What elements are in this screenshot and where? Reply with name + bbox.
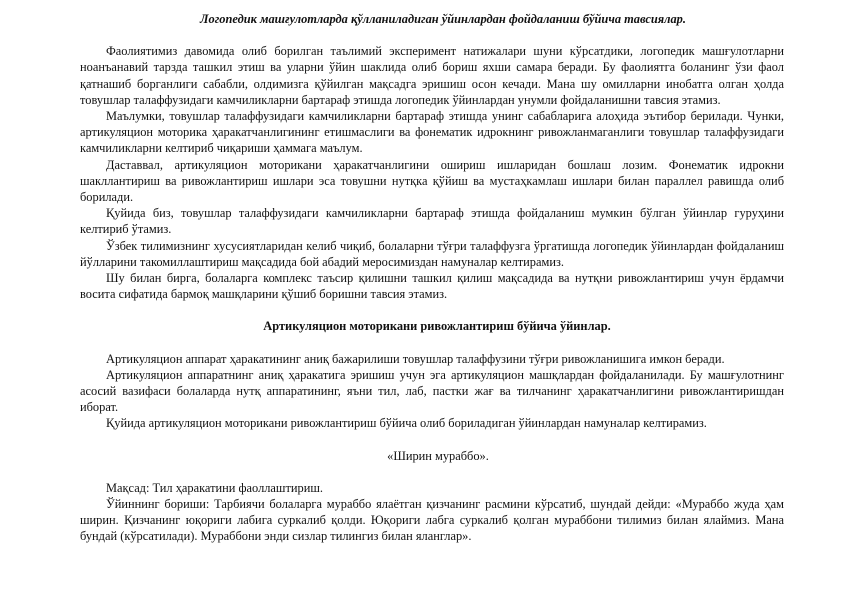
intro-paragraph-3: Даставвал, артикуляцион моторикани ҳаракатчанлигини ошириш ишларидан бошлаш лозим. Фонематик идрокни шакллантириш ва ривожлантириш ишлари эса товушни нутқка қўйиш ва мустаҳкамлаш ишлари билан параллел равишда олиб борилади. [80, 157, 784, 205]
section-heading: Артикуляцион моторикани ривожлантириш бўйича ўйинлар. [263, 319, 611, 334]
intro-paragraph-6: Шу билан бирга, болаларга комплекс таъсир қилишни ташкил қилиш мақсадида ва нутқни ривожлантириш учун ёрдамчи восита сифатида бармоқ машқларини қўшиб боришни тавсия этамиз. [80, 271, 784, 302]
intro-paragraph-5: Ўзбек тилимизнинг хусусиятларидан келиб чиқиб, болаларни тўғри талаффузга ўргатишда логопедик ўйинлардан фойдаланиш йўлларини такомиллаштириш мақсадида бой абадий меросимиздан намуналар келтирамиз. [80, 238, 784, 269]
game-goal-paragraph: Мақсад: Тил ҳаракатини фаоллаштириш. [106, 480, 323, 495]
intro-paragraph-1: Фаолиятимиз давомида олиб борилган таълимий эксперимент натижалари шуни кўрсатдики, логопедик машғулотларни ноанъанавий тарзда ташкил этиш ва уларни ўйин шаклида олиб бориш яхши самара беради. Бу фаолиятга боланинг ўзи фаол қатнашиб борганлиги сабабли, олдимизга қўйилган мақсадга эришиш осон кечади. Мана шу омилларни инобатга олган ҳолда товушлар талаффузидаги камчиликларни бартараф этишда логопедик ўйинлардан унумли фойдаланишни тавсия этамиз. [80, 44, 784, 107]
section-paragraph-1: Артикуляцион аппарат ҳаракатининг аниқ бажарилиши товушлар талаффузини тўғри ривожланишига имкон беради. [106, 351, 725, 366]
section-paragraph-3: Қуйида артикуляцион моторикани ривожлантириш бўйича олиб бориладиган ўйинлардан намуналар келтирамиз. [106, 416, 707, 431]
intro-paragraph-4: Қуйида биз, товушлар талаффузидаги камчиликларни бартараф этишда фойдаланиш мумкин бўлган ўйинлар гуруҳини келтириб ўтамиз. [80, 206, 784, 237]
game-procedure-paragraph: Ўйиннинг бориши: Тарбиячи болаларга мураббо ялаётган қизчанинг расмини кўрсатиб, шундай дейди: «Мураббо жуда ҳам ширин. Қизчанинг юқориги лабига суркалиб қолди. Юқориги лабга суркалиб қолган мураббони тилимиз билан ялаймиз. Мана бундай (кўрсатилади). Мураббони энди сизлар тилингиз билан яланглар». [80, 497, 784, 544]
game-title: «Ширин мураббо». [387, 448, 489, 463]
intro-paragraph-2: Маълумки, товушлар талаффузидаги камчиликларни бартараф этишда унинг сабабларига алоҳида эътибор берилади. Чунки, артикуляцион моторика ҳаракатчанлигининг етишмаслиги ва фонематик идрокнинг ривожланмаганлиги товушлар талаффузидаги камчиликларни келтириб чиқариши ҳаммага маълум. [80, 109, 784, 156]
document-title: Логопедик машғулотларда қўлланиладиган ўйинлардан фойдаланиш бўйича тавсиялар. [200, 12, 686, 26]
section-paragraph-2: Артикуляцион аппаратнинг аниқ ҳаракатига эришиш учун эга артикуляцион машқлардан фойдаланилади. Бу машғулотнинг асосий вазифаси болаларда нутқ аппаратининг, яъни тил, лаб, пастки жағ ва тилчанинг ҳаракатчанлигини ривожлантиришдан иборат. [80, 367, 784, 415]
